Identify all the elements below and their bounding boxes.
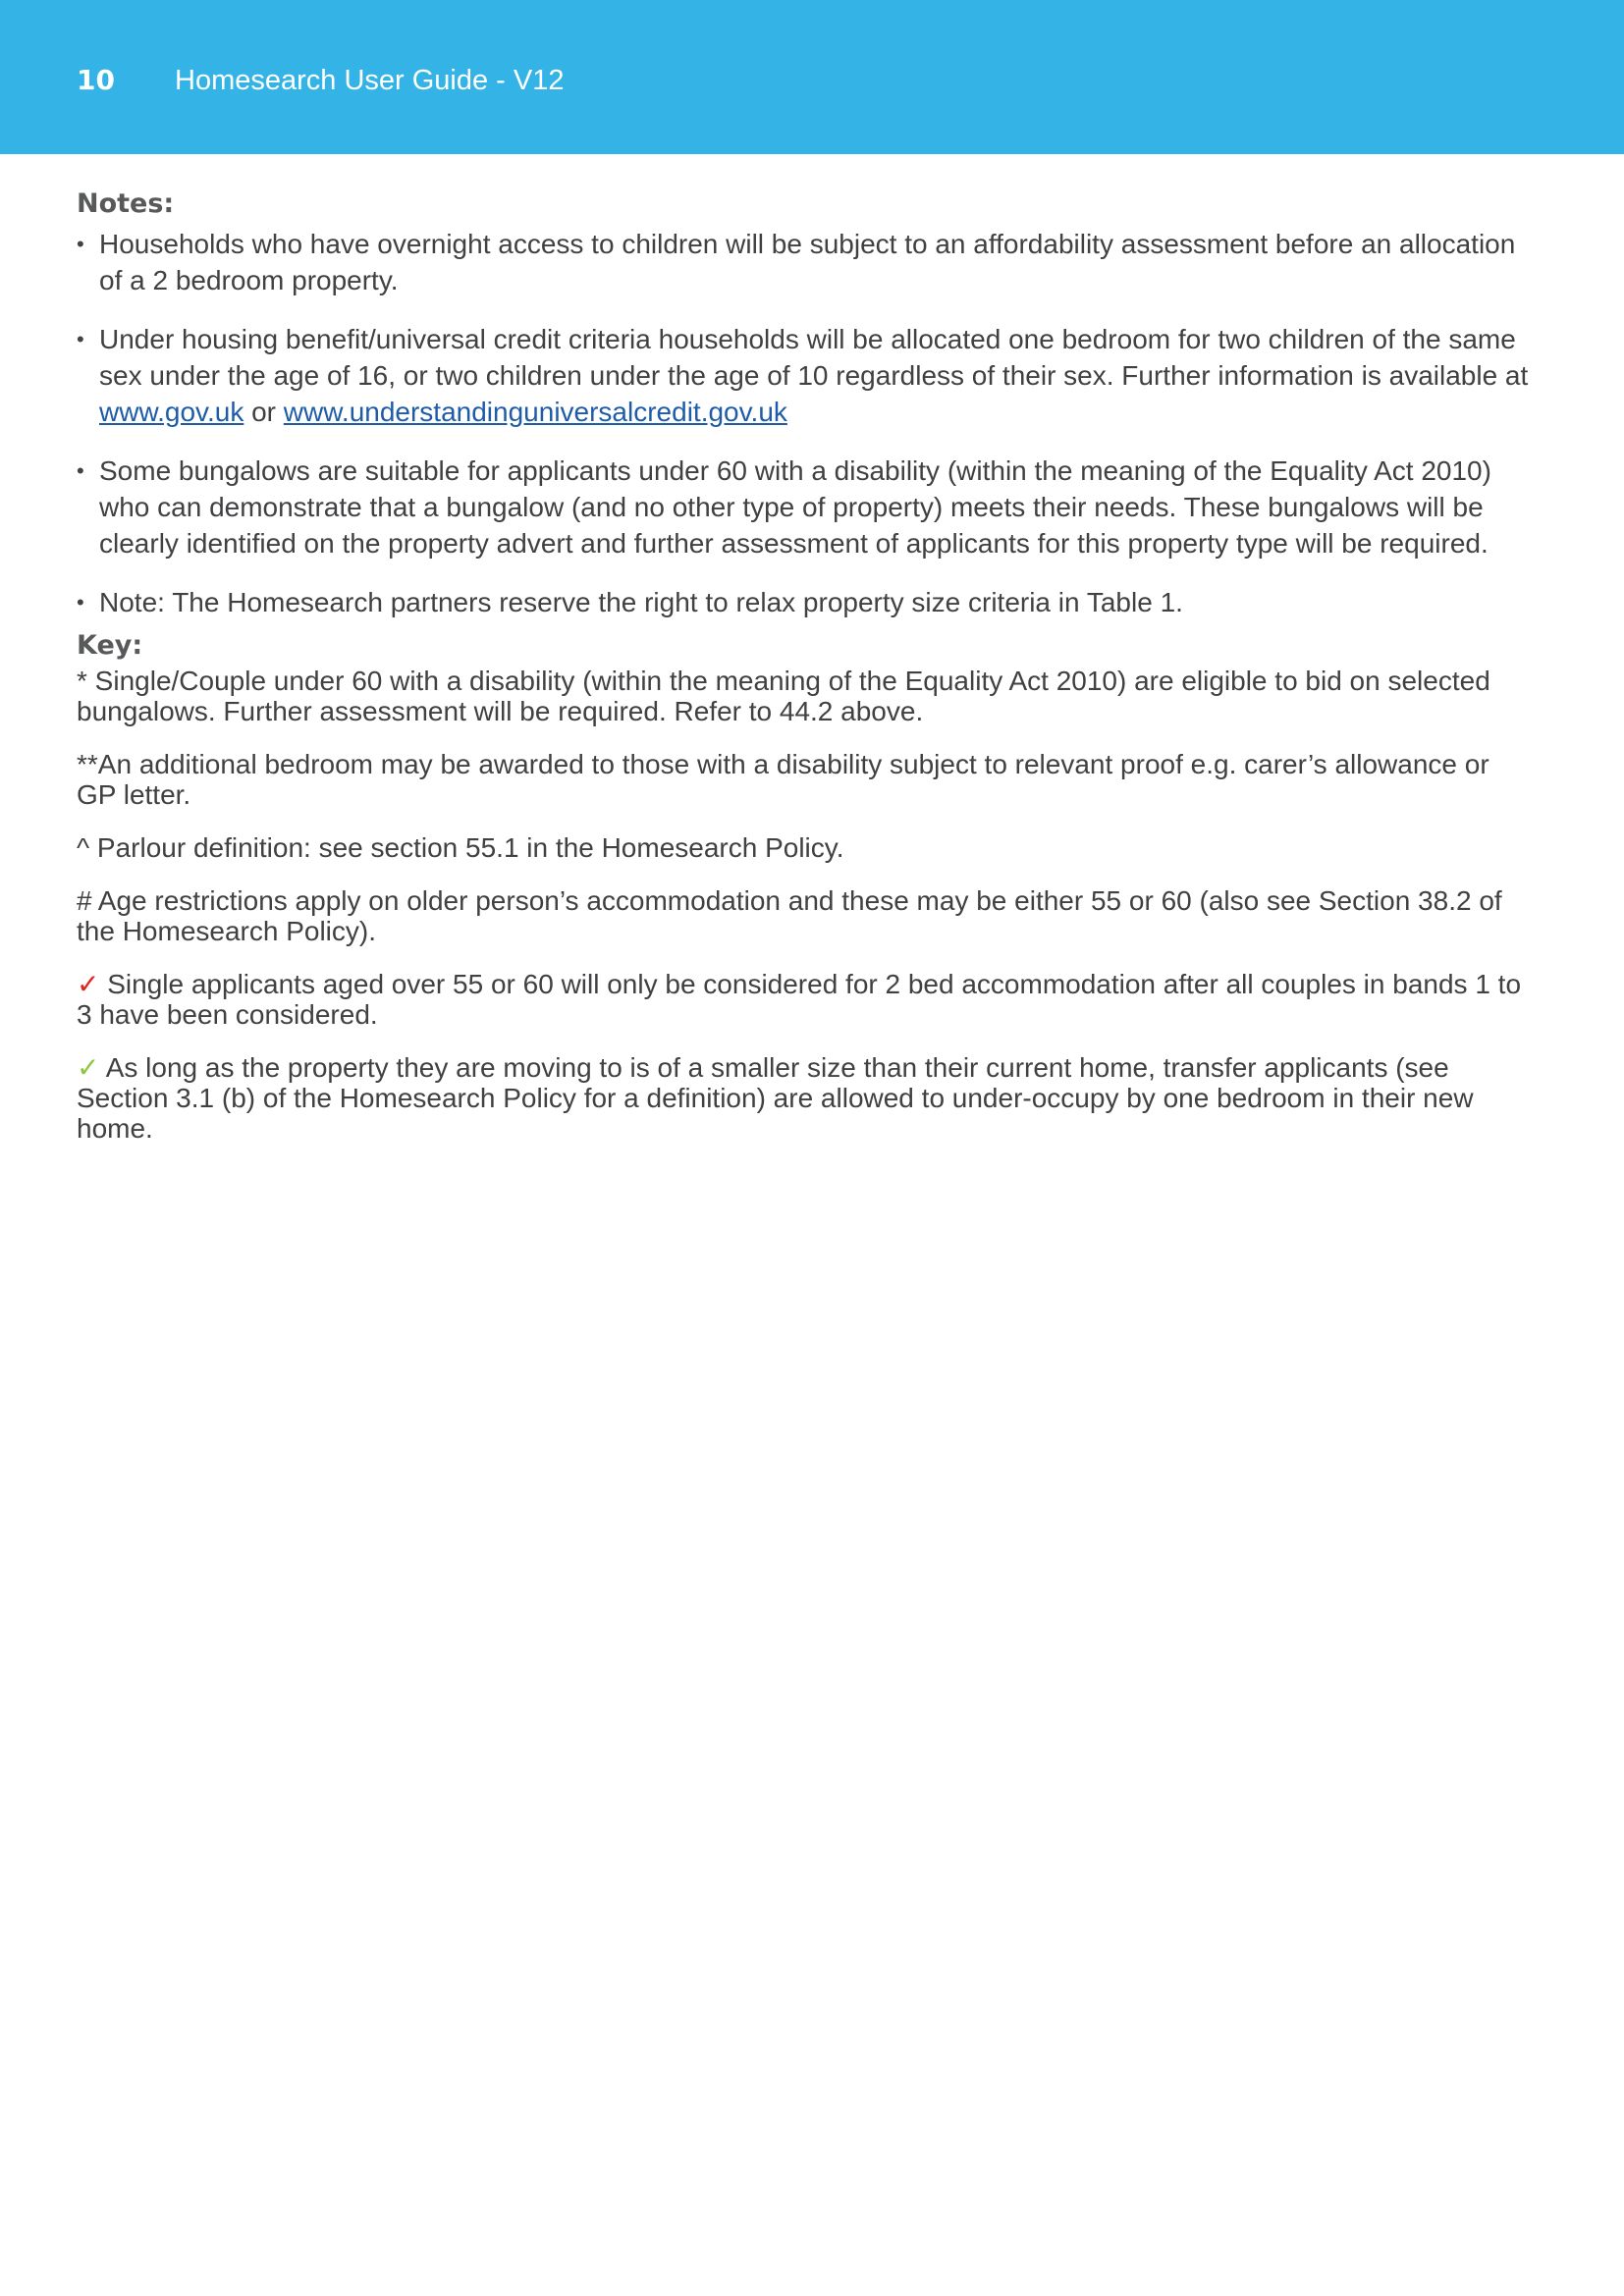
page-content xyxy=(77,187,1530,1166)
notes-list-item xyxy=(77,453,1530,561)
note-text: Some bungalows are suitable for applicants under 60 with a disability (within the meaning of the Equality Act 2010) who can demonstrate that a bungalow (and no other type of property) meets their needs. These bungalows will be clearly identified on the property advert and further assessment of applicants for this property type will be required. xyxy=(99,455,1491,559)
key-item-age-restrictions: # Age restrictions apply on older person’s accommodation and these may be either 55 or 60 (also see Section 38.2 of the Homesearch Policy). xyxy=(77,885,1502,946)
green-tick-icon: ✓ xyxy=(77,1052,100,1083)
notes-list-item xyxy=(77,321,1530,430)
note-text: Note: The Homesearch partners reserve the right to relax property size criteria in Table 1. xyxy=(99,587,1183,617)
note-text: Households who have overnight access to children will be subject to an affordability assessment before an allocation of a 2 bedroom property. xyxy=(99,229,1516,295)
key-item-parlour: ^ Parlour definition: see section 55.1 in the Homesearch Policy. xyxy=(77,832,844,863)
bullet-icon: • xyxy=(77,458,84,483)
key-item-transfer-applicants xyxy=(77,1052,1530,1144)
note-text: Under housing benefit/universal credit criteria households will be allocated one bedroom for two children of the same sex under the age of 16, or two children under the age of 10 regardless of their sex. Further information is available at xyxy=(99,324,1529,391)
key-item-text: Single applicants aged over 55 or 60 will only be considered for 2 bed accommodation after all couples in bands 1 to 3 have been considered. xyxy=(77,969,1522,1030)
notes-list-item xyxy=(77,584,1530,620)
key-heading: Key: xyxy=(77,630,143,661)
bullet-icon: • xyxy=(77,590,84,614)
bullet-icon: • xyxy=(77,327,84,351)
document-title: Homesearch User Guide - V12 xyxy=(175,65,565,96)
page-header xyxy=(0,0,1624,154)
notes-list xyxy=(77,226,1530,620)
key-item-additional-bedroom: **An additional bedroom may be awarded to those with a disability subject to relevant proof e.g. carer’s allowance or GP letter. xyxy=(77,749,1489,810)
note-text-connector: or xyxy=(244,397,284,427)
key-item-bungalow: * Single/Couple under 60 with a disability (within the meaning of the Equality Act 2010) are eligible to bid on selected bungalows. Further assessment will be required. Refer to 44.2 above. xyxy=(77,666,1490,726)
notes-list-item xyxy=(77,226,1530,298)
notes-heading: Notes: xyxy=(77,188,175,219)
gov-uk-link[interactable]: www.gov.uk xyxy=(99,397,244,427)
key-item-text: As long as the property they are moving to is of a smaller size than their current home, transfer applicants (see Section 3.1 (b) of the Homesearch Policy for a definition) are allowed to under-occupy by one bedroom in their new home. xyxy=(77,1052,1474,1144)
bullet-icon: • xyxy=(77,232,84,256)
red-tick-icon: ✓ xyxy=(77,969,100,999)
page-number: 10 xyxy=(77,64,115,96)
key-item-single-applicants xyxy=(77,969,1530,1030)
universal-credit-link[interactable]: www.understandinguniversalcredit.gov.uk xyxy=(283,397,787,427)
